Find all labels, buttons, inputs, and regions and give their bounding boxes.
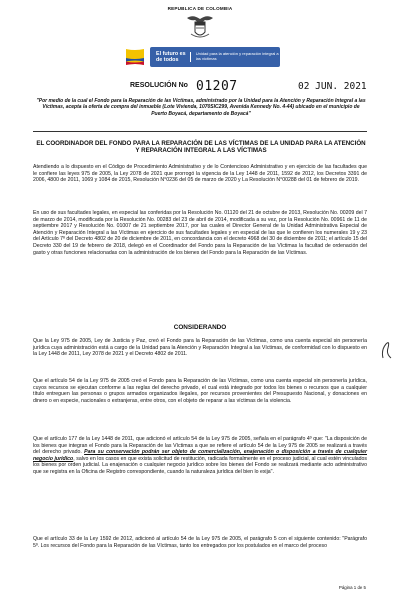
paragraph-1: Atendiendo a lo dispuesto en el Código de Procedimiento Administrativo y de lo Contencioso Administrativo y en ejercicio de las facultades que le confiere las leyes 975 de 2005, la Ley 2078 de 2021 que prorrogó la vigencia de la Ley 1448 de 2011, 1592 de 2012, los Decretos 3391 de 2006, 4800 de 2011, 1069 y 1084 de 2015, Resolución N°0236 del 05 de marzo de 2020 y La Resolución N°00288 del 01 de febrero de 2019. — [33, 164, 367, 184]
paragraph-5-part-a: Que el artículo 177 de la Ley 1448 de 2011, que adicionó el artículo 54 de la Ley 975 de 2005, señala en el parágrafo 4º que: "La disposición de los bienes que integran el Fondo para la Reparación de las Víctimas a que se refiere el artículo 54 de la Ley 975 de 2005 se realizará a través del derecho privado. — [33, 436, 367, 456]
resolution-date: 02 JUN. 2021 — [298, 81, 367, 92]
considerando-heading: CONSIDERANDO — [173, 324, 227, 331]
paragraph-5-part-c: , salvo en los casos en que exista solicitud de restitución, radicada formalmente en el proceso judicial, al cual estén vinculados los bienes por orden judicial. La enajenación o cualquier negocio jurídico sobre los bienes del Fondo se realizará mediante acto administrativo que se registra en la Oficina de Registro correspondiente, cuando la naturaleza jurídica del bien lo exija". — [33, 455, 368, 475]
paragraph-4: Que el artículo 54 de la Ley 975 de 2005 creó el Fondo para la Reparación de las Víctimas, como una cuenta especial sin personería jurídica, cuyos recursos se ejecutan conforme a las reglas del derecho privado, el cual está integrado por todos los bienes o recursos que a cualquier título entreguen las personas o grupos armados organizados ilegales, por recursos provenientes del Presupuesto Nacional, y donaciones en dinero o en especie, nacionales o extranjeras, entre otros, con el objeto de reparar a las víctimas de la violencia. — [33, 378, 367, 404]
logo-entity-name: Unidad para la atención y reparación integral a las víctimas — [190, 52, 280, 61]
paragraph-6: Que el artículo 33 de la Ley 1592 de 2012, adicionó al artículo 54 de la Ley 975 de 2005, el parágrafo 5 con el siguiente contenido: "Parágrafo 5º. Los recursos del Fondo para la Reparación de las Víctimas, tanto los entregados por los postulados en el marco del proceso — [33, 536, 367, 549]
paragraph-5 — [33, 436, 367, 476]
paragraph-5-emphasis: Para su conservación podrán ser objeto de comercialización, enajenación o disposición a través de cualquier negocio jurídico — [33, 449, 367, 462]
unidad-victimas-logo — [150, 47, 280, 67]
paragraph-2: En uso de sus facultades legales, en especial las conferidas por la Resolución No. 01120 del 21 de octubre de 2013, Resolución No. 00209 del 7 de marzo de 2014, modificada por la Resolución No. 00283 del 23 de abril de 2014, modificada a su vez, por la Resolución No. 00961 de 11 de septiembre 2017 y Resolución No. 01007 de 21 septiembre 2017, por las cuales el Director General de la Unidad Administrativa Especial de Atención y Reparación Integral a las Víctimas en ejercicio de sus facultades legales y en especial de las que le confieren los numerales 19 y 23 del Artículo 7º del Decreto 4802 de 20 de diciembre de 2011, en concordancia con el decreto 4968 del 30 de diciembre de 2011; el artículo 15 del Decreto 330 del 19 de febrero de 2018, delegó en el Coordinador del Fondo para la Reparación de las Víctimas la facultad de ordenación del gasto y otras funciones relacionadas con la administración de los bienes del Fondo para la Reparación de las Víctimas. — [33, 210, 367, 256]
logo-slogan: El futuro es de todos — [156, 51, 186, 63]
resolution-label: RESOLUCIÓN No — [130, 82, 188, 89]
divider — [33, 131, 367, 132]
resolution-subtitle: "Por medio de la cual el Fondo para la Reparación de las Víctimas, administrado por la Unidad para la Atención y Reparación Integral a las Víctimas, acepta la oferta de compra del inmueble (Lote Vivienda, 1070SIC299, Avenida Kennedy No. 4-44) ubicado en el municipio de Puerto Boyacá, departamento de Boyacá" — [36, 98, 366, 117]
republic-label: REPUBLICA DE COLOMBIA — [167, 6, 233, 11]
paragraph-3: Que la Ley 975 de 2005, Ley de Justicia y Paz, creó el Fondo para la Reparación de las Víctimas, como una cuenta especial sin personería jurídica cuya administración está a cargo de la Unidad para la Atención y Reparación Integral a las Víctimas, de conformidad con lo dispuesto en la Ley 1448 de 2011, Ley 2078 de 2021 y el Decreto 4802 de 2011. — [33, 338, 367, 358]
page-number: Página 1 de 5 — [338, 585, 366, 590]
coat-of-arms-icon — [185, 12, 215, 40]
coordinator-title: EL COORDINADOR DEL FONDO PARA LA REPARACIÓN DE LAS VÍCTIMAS DE LA UNIDAD PARA LA ATENCIÓN Y REPARACIÓN INTEGRAL A LAS VÍCTIMAS — [36, 140, 366, 155]
colombia-flag-icon — [124, 47, 146, 67]
margin-signature-icon — [380, 338, 394, 362]
resolution-number: 01207 — [196, 79, 238, 94]
